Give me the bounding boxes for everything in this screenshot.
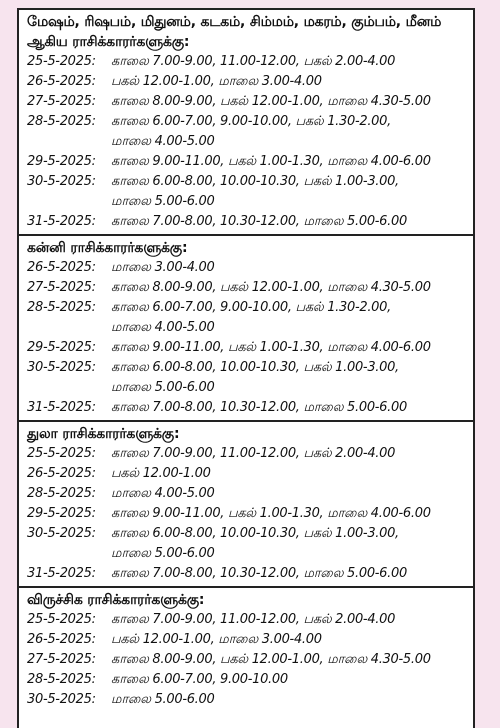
indent-spacer <box>27 318 111 338</box>
time-row <box>27 318 467 338</box>
date-label: 26-5-2025: <box>27 74 96 89</box>
time-slots: மாலை 5.00-6.00 <box>111 380 215 395</box>
date-label: 28-5-2025: <box>27 486 96 501</box>
time-row <box>27 690 467 710</box>
date-label: 31-5-2025: <box>27 400 96 415</box>
section-heading: துலா ராசிக்காரர்களுக்கு: <box>27 426 180 442</box>
date-label: 27-5-2025: <box>27 652 96 667</box>
date-label: 31-5-2025: <box>27 214 96 229</box>
time-row <box>27 650 467 670</box>
indent-spacer <box>27 132 111 152</box>
date-label: 30-5-2025: <box>27 692 96 707</box>
time-row <box>27 278 467 298</box>
time-row <box>27 172 467 192</box>
time-row <box>27 444 467 464</box>
date-label: 26-5-2025: <box>27 632 96 647</box>
time-row <box>27 132 467 152</box>
section-heading: விருச்சிக ராசிக்காரர்களுக்கு: <box>27 592 205 608</box>
time-row <box>27 152 467 172</box>
time-row <box>27 72 467 92</box>
time-row <box>27 338 467 358</box>
time-slots: காலை 9.00-11.00, பகல் 1.00-1.30, மாலை 4.00-6.00 <box>111 340 431 355</box>
time-slots: காலை 8.00-9.00, பகல் 12.00-1.00, மாலை 4.30-5.00 <box>111 652 431 667</box>
time-slots: மாலை 5.00-6.00 <box>111 692 215 707</box>
time-slots: காலை 7.00-8.00, 10.30-12.00, மாலை 5.00-6.00 <box>111 214 407 229</box>
time-row <box>27 670 467 690</box>
time-row <box>27 92 467 112</box>
section-heading: கன்னி ராசிக்காரர்களுக்கு: <box>27 240 188 256</box>
time-slots: காலை 7.00-8.00, 10.30-12.00, மாலை 5.00-6.00 <box>111 400 407 415</box>
schedule-box <box>17 8 475 728</box>
time-row <box>27 484 467 504</box>
time-slots: காலை 6.00-8.00, 10.00-10.30, பகல் 1.00-3.00, <box>111 360 399 375</box>
date-label: 25-5-2025: <box>27 612 96 627</box>
time-slots: மாலை 5.00-6.00 <box>111 546 215 561</box>
date-label: 25-5-2025: <box>27 54 96 69</box>
time-slots: மாலை 4.00-5.00 <box>111 486 215 501</box>
time-row <box>27 112 467 132</box>
time-row <box>27 630 467 650</box>
time-slots: காலை 8.00-9.00, பகல் 12.00-1.00, மாலை 4.30-5.00 <box>111 94 431 109</box>
time-row <box>27 212 467 232</box>
time-slots: மாலை 4.00-5.00 <box>111 320 215 335</box>
time-row <box>27 358 467 378</box>
indent-spacer <box>27 378 111 398</box>
date-label: 28-5-2025: <box>27 300 96 315</box>
date-label: 28-5-2025: <box>27 114 96 129</box>
time-slots: மாலை 4.00-5.00 <box>111 134 215 149</box>
date-label: 26-5-2025: <box>27 466 96 481</box>
time-row <box>27 464 467 484</box>
date-label: 27-5-2025: <box>27 94 96 109</box>
section-heading: ஆகிய ராசிக்காரர்களுக்கு: <box>27 34 190 50</box>
date-label: 28-5-2025: <box>27 672 96 687</box>
time-slots: காலை 7.00-9.00, 11.00-12.00, பகல் 2.00-4.00 <box>111 612 396 627</box>
date-label: 29-5-2025: <box>27 340 96 355</box>
date-label: 27-5-2025: <box>27 280 96 295</box>
time-slots: காலை 6.00-8.00, 10.00-10.30, பகல் 1.00-3.00, <box>111 174 399 189</box>
time-slots: காலை 6.00-7.00, 9.00-10.00, பகல் 1.30-2.00, <box>111 300 391 315</box>
time-row <box>27 544 467 564</box>
time-slots: பகல் 12.00-1.00, மாலை 3.00-4.00 <box>111 74 322 89</box>
time-slots: மாலை 5.00-6.00 <box>111 194 215 209</box>
time-slots: காலை 8.00-9.00, பகல் 12.00-1.00, மாலை 4.30-5.00 <box>111 280 431 295</box>
time-row <box>27 610 467 630</box>
date-label: 25-5-2025: <box>27 446 96 461</box>
date-label: 30-5-2025: <box>27 526 96 541</box>
date-label: 31-5-2025: <box>27 566 96 581</box>
time-slots: காலை 9.00-11.00, பகல் 1.00-1.30, மாலை 4.00-6.00 <box>111 506 431 521</box>
time-slots: பகல் 12.00-1.00, மாலை 3.00-4.00 <box>111 632 322 647</box>
time-row <box>27 298 467 318</box>
rasi-section <box>19 10 473 236</box>
time-slots: காலை 6.00-7.00, 9.00-10.00, பகல் 1.30-2.00, <box>111 114 391 129</box>
time-row <box>27 504 467 524</box>
date-label: 29-5-2025: <box>27 506 96 521</box>
date-label: 30-5-2025: <box>27 360 96 375</box>
time-row <box>27 524 467 544</box>
rasi-section <box>19 236 473 422</box>
time-slots: பகல் 12.00-1.00 <box>111 466 211 481</box>
section-heading: மேஷம், ரிஷபம், மிதுனம், கடகம், சிம்மம், மகரம், கும்பம், மீனம் <box>27 14 442 30</box>
date-label: 26-5-2025: <box>27 260 96 275</box>
date-label: 30-5-2025: <box>27 174 96 189</box>
time-slots: காலை 6.00-7.00, 9.00-10.00 <box>111 672 288 687</box>
time-slots: காலை 7.00-9.00, 11.00-12.00, பகல் 2.00-4.00 <box>111 54 396 69</box>
time-slots: காலை 9.00-11.00, பகல் 1.00-1.30, மாலை 4.00-6.00 <box>111 154 431 169</box>
time-row <box>27 52 467 72</box>
rasi-section <box>19 422 473 588</box>
time-row <box>27 398 467 418</box>
time-row <box>27 192 467 212</box>
indent-spacer <box>27 544 111 564</box>
time-slots: மாலை 3.00-4.00 <box>111 260 215 275</box>
time-row <box>27 564 467 584</box>
time-row <box>27 378 467 398</box>
date-label: 29-5-2025: <box>27 154 96 169</box>
time-slots: காலை 7.00-8.00, 10.30-12.00, மாலை 5.00-6.00 <box>111 566 407 581</box>
rasi-section <box>19 588 473 712</box>
indent-spacer <box>27 192 111 212</box>
time-slots: காலை 7.00-9.00, 11.00-12.00, பகல் 2.00-4.00 <box>111 446 396 461</box>
time-row <box>27 258 467 278</box>
time-slots: காலை 6.00-8.00, 10.00-10.30, பகல் 1.00-3.00, <box>111 526 399 541</box>
